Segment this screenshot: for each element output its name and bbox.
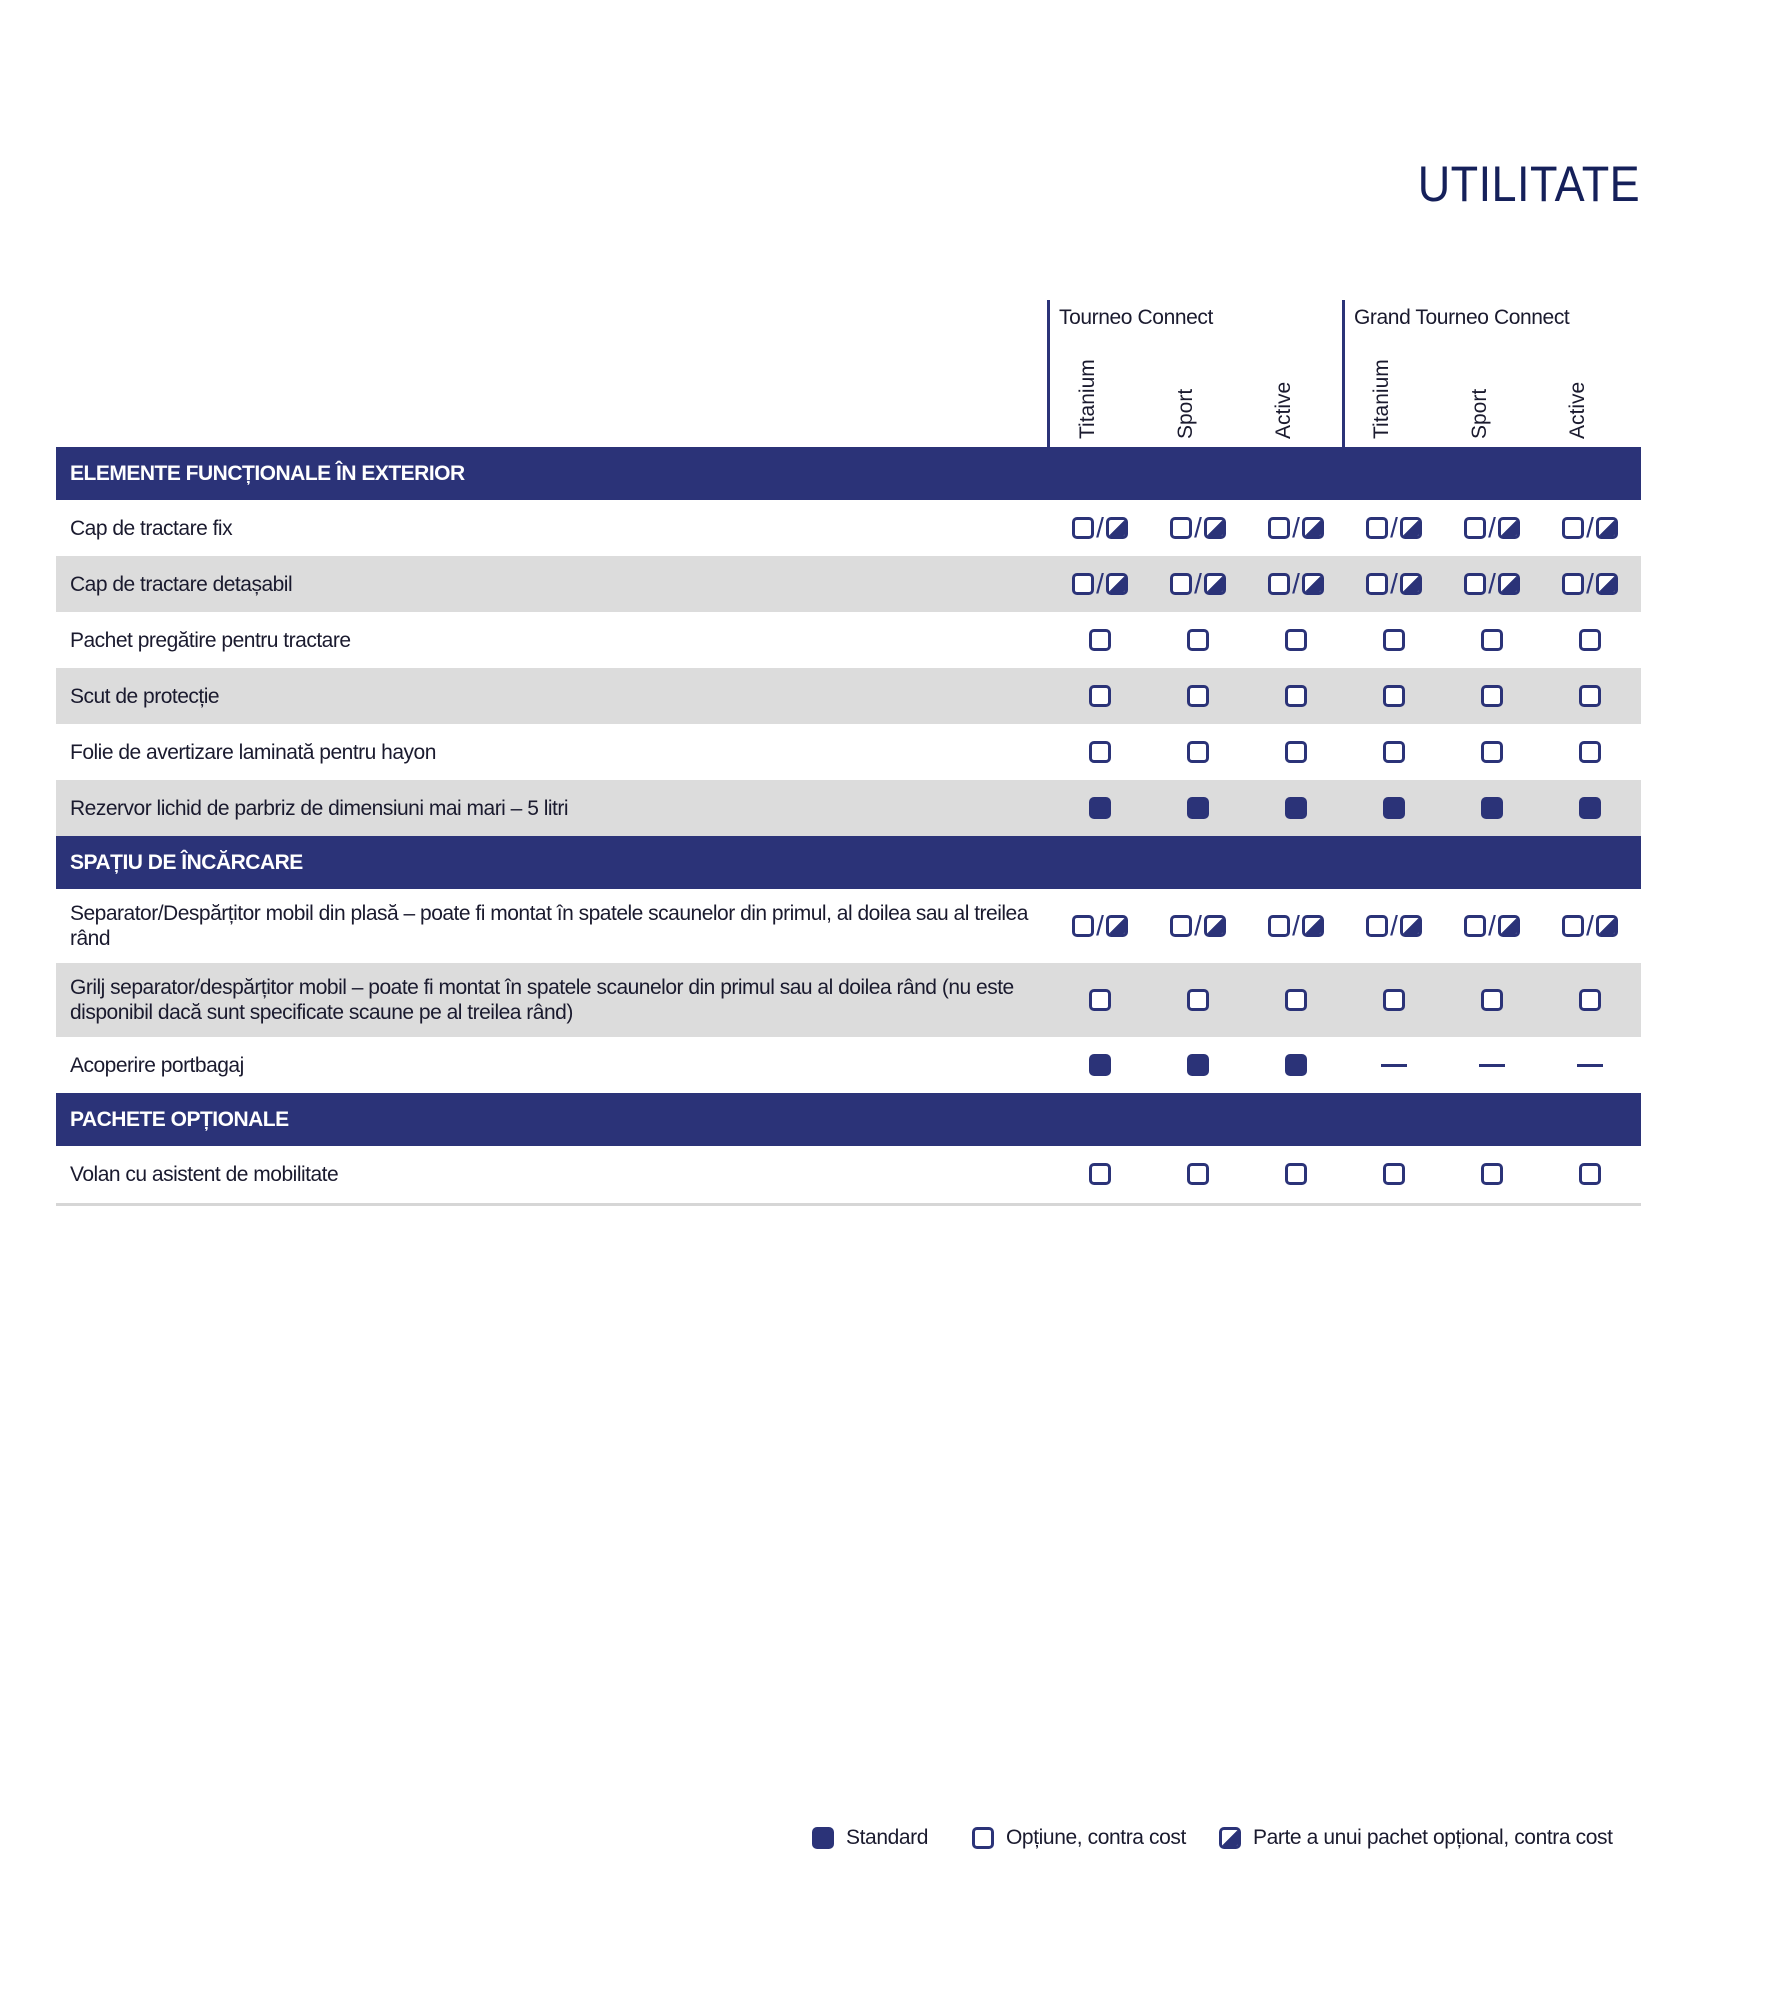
availability-cell [1251, 556, 1341, 612]
option-square-icon [1089, 1163, 1111, 1185]
availability-cell [1251, 724, 1341, 780]
availability-opt [1187, 989, 1209, 1011]
section-title: ELEMENTE FUNCȚIONALE ÎN EXTERIOR [70, 461, 465, 485]
availability-cell [1545, 724, 1635, 780]
option-square-icon [1285, 629, 1307, 651]
option-square-icon [1187, 989, 1209, 1011]
option-square-icon [1268, 915, 1290, 937]
availability-opt-pkg [1562, 910, 1618, 941]
package-square-icon [1498, 517, 1520, 539]
slash-separator-icon: / [1586, 910, 1594, 941]
availability-opt [1383, 1163, 1405, 1185]
legend-package [1219, 1826, 1613, 1850]
availability-cell [1153, 780, 1243, 836]
availability-cell [1349, 724, 1439, 780]
table-bottom-rule [56, 1203, 1641, 1206]
availability-cell [1251, 889, 1341, 963]
availability-cell [1055, 612, 1145, 668]
availability-opt [1383, 741, 1405, 763]
availability-cell [1153, 724, 1243, 780]
availability-opt [1187, 685, 1209, 707]
option-square-icon [1170, 517, 1192, 539]
availability-opt-pkg [1170, 512, 1226, 543]
availability-opt [1285, 1163, 1307, 1185]
trim-header: Active [1566, 381, 1589, 439]
section-title: PACHETE OPȚIONALE [70, 1107, 289, 1131]
row-label: Cap de tractare fix [70, 516, 233, 540]
availability-std [1089, 797, 1111, 819]
slash-separator-icon: / [1292, 568, 1300, 599]
option-square-icon [1579, 989, 1601, 1011]
slash-separator-icon: / [1292, 512, 1300, 543]
availability-cell [1153, 1037, 1243, 1093]
package-square-icon [1106, 517, 1128, 539]
row-label: Grilj separator/despărțitor mobil – poate fi montat în spatele scaunelor din primul sau al doilea rând (nu este disponibil dacă sunt specificate scaune pe al treilea rând) [70, 976, 1014, 1024]
availability-cell [1545, 556, 1635, 612]
availability-cell [1055, 963, 1145, 1037]
availability-opt [1481, 1163, 1503, 1185]
not-available-dash-icon [1479, 1064, 1505, 1067]
availability-opt [1481, 989, 1503, 1011]
availability-std [1187, 797, 1209, 819]
standard-square-icon [1187, 1054, 1209, 1076]
availability-opt-pkg [1072, 512, 1128, 543]
row-label: Rezervor lichid de parbriz de dimensiuni mai mari – 5 litri [70, 796, 569, 820]
availability-cell [1251, 612, 1341, 668]
availability-cell [1055, 889, 1145, 963]
table-row [56, 612, 1641, 668]
option-square-icon [1383, 741, 1405, 763]
availability-opt [1285, 685, 1307, 707]
slash-separator-icon: / [1194, 512, 1202, 543]
standard-square-icon [1089, 1054, 1111, 1076]
availability-std [1089, 1054, 1111, 1076]
option-square-icon [1464, 915, 1486, 937]
availability-opt [1089, 629, 1111, 651]
option-square-icon [1464, 517, 1486, 539]
availability-cell [1055, 668, 1145, 724]
availability-cell [1545, 889, 1635, 963]
option-square-icon [1481, 685, 1503, 707]
option-square-icon [1268, 517, 1290, 539]
availability-cell [1055, 500, 1145, 556]
not-available-dash-icon [1577, 1064, 1603, 1067]
availability-opt-pkg [1072, 568, 1128, 599]
package-square-icon [1106, 915, 1128, 937]
availability-opt-pkg [1464, 512, 1520, 543]
standard-square-icon [1187, 797, 1209, 819]
spec-table [56, 447, 1641, 1202]
availability-cell [1447, 780, 1537, 836]
availability-opt-pkg [1072, 910, 1128, 941]
availability-opt [1383, 989, 1405, 1011]
table-row [56, 889, 1641, 963]
availability-std [1481, 797, 1503, 819]
slash-separator-icon: / [1390, 568, 1398, 599]
row-label: Cap de tractare detașabil [70, 572, 293, 596]
slash-separator-icon: / [1586, 512, 1594, 543]
standard-square-icon [1089, 797, 1111, 819]
option-square-icon [1579, 741, 1601, 763]
availability-cell [1447, 500, 1537, 556]
availability-cell [1447, 668, 1537, 724]
option-square-icon [1562, 915, 1584, 937]
availability-cell [1153, 1146, 1243, 1202]
standard-square-icon [1481, 797, 1503, 819]
trim-header: Sport [1468, 388, 1491, 439]
option-square-icon [1579, 629, 1601, 651]
row-label: Acoperire portbagaj [70, 1053, 244, 1077]
availability-cell [1349, 556, 1439, 612]
option-square-icon [1072, 573, 1094, 595]
availability-opt-pkg [1268, 512, 1324, 543]
package-square-icon [1106, 573, 1128, 595]
availability-opt [1187, 741, 1209, 763]
availability-cell [1055, 724, 1145, 780]
page-title: UTILITATE [1417, 156, 1640, 212]
row-label: Separator/Despărțitor mobil din plasă – poate fi montat în spatele scaunelor din primul, al doilea sau al treilea rând [70, 902, 1028, 950]
availability-cell [1251, 668, 1341, 724]
option-square-icon [1187, 685, 1209, 707]
option-square-icon [1481, 1163, 1503, 1185]
option-square-icon [1089, 629, 1111, 651]
option-square-icon [1562, 573, 1584, 595]
option-square-icon [1383, 685, 1405, 707]
availability-opt [1579, 741, 1601, 763]
availability-cell [1545, 668, 1635, 724]
package-square-icon [1302, 915, 1324, 937]
option-square-icon [1579, 685, 1601, 707]
availability-cell [1545, 780, 1635, 836]
availability-opt [1089, 1163, 1111, 1185]
availability-cell [1055, 780, 1145, 836]
availability-opt-pkg [1562, 568, 1618, 599]
availability-cell [1251, 963, 1341, 1037]
trim-header: Titanium [1370, 359, 1393, 439]
package-square-icon [1498, 915, 1520, 937]
availability-opt [1187, 1163, 1209, 1185]
availability-cell [1349, 780, 1439, 836]
option-square-icon [1366, 517, 1388, 539]
package-square-icon [1400, 573, 1422, 595]
availability-cell [1251, 1146, 1341, 1202]
availability-opt-pkg [1464, 910, 1520, 941]
availability-cell [1153, 612, 1243, 668]
legend-standard [812, 1826, 928, 1850]
option-square-icon [1072, 517, 1094, 539]
slash-separator-icon: / [1096, 512, 1104, 543]
availability-opt [1089, 685, 1111, 707]
not-available-dash-icon [1381, 1064, 1407, 1067]
standard-square-icon [1579, 797, 1601, 819]
option-square-icon [1089, 989, 1111, 1011]
availability-cell [1349, 1037, 1439, 1093]
option-square-icon [1579, 1163, 1601, 1185]
availability-cell [1153, 668, 1243, 724]
table-row [56, 668, 1641, 724]
slash-separator-icon: / [1096, 910, 1104, 941]
legend-standard-label: Standard [846, 1826, 929, 1849]
slash-separator-icon: / [1586, 568, 1594, 599]
table-row [56, 724, 1641, 780]
legend-option-label: Opțiune, contra cost [1006, 1826, 1186, 1849]
availability-cell [1545, 500, 1635, 556]
availability-opt-pkg [1170, 910, 1226, 941]
availability-cell [1251, 500, 1341, 556]
table-row [56, 1146, 1641, 1202]
table-row [56, 780, 1641, 836]
group-label-grand-tourneo-connect: Grand Tourneo Connect [1354, 306, 1570, 329]
group-divider-grand-tourneo-connect [1342, 300, 1345, 448]
availability-opt [1383, 685, 1405, 707]
option-square-icon [1464, 573, 1486, 595]
availability-opt [1285, 989, 1307, 1011]
section-header [56, 447, 1641, 500]
availability-opt-pkg [1366, 568, 1422, 599]
availability-opt-pkg [1464, 568, 1520, 599]
availability-cell [1447, 556, 1537, 612]
package-square-icon [1596, 517, 1618, 539]
package-square-icon [1400, 915, 1422, 937]
availability-cell [1545, 612, 1635, 668]
standard-square-icon [1285, 797, 1307, 819]
option-square-icon [1383, 629, 1405, 651]
standard-square-icon [812, 1827, 834, 1849]
trim-header: Active [1272, 381, 1295, 439]
section-title: SPAȚIU DE ÎNCĂRCARE [70, 850, 303, 874]
option-square-icon [1285, 989, 1307, 1011]
trim-header: Sport [1174, 388, 1197, 439]
section-header [56, 836, 1641, 889]
package-square-icon [1400, 517, 1422, 539]
table-row [56, 500, 1641, 556]
slash-separator-icon: / [1390, 910, 1398, 941]
availability-opt-pkg [1562, 512, 1618, 543]
availability-opt [1481, 741, 1503, 763]
availability-opt [1481, 629, 1503, 651]
availability-opt-pkg [1268, 568, 1324, 599]
option-square-icon [1072, 915, 1094, 937]
option-square-icon [1383, 1163, 1405, 1185]
availability-cell [1447, 963, 1537, 1037]
slash-separator-icon: / [1096, 568, 1104, 599]
package-square-icon [1204, 573, 1226, 595]
package-square-icon [1219, 1827, 1241, 1849]
availability-opt-pkg [1366, 512, 1422, 543]
slash-separator-icon: / [1488, 910, 1496, 941]
option-square-icon [1481, 989, 1503, 1011]
availability-std [1383, 797, 1405, 819]
option-square-icon [1187, 629, 1209, 651]
availability-opt [1579, 989, 1601, 1011]
option-square-icon [1481, 741, 1503, 763]
availability-cell [1447, 724, 1537, 780]
availability-cell [1545, 1146, 1635, 1202]
package-square-icon [1596, 573, 1618, 595]
option-square-icon [1366, 573, 1388, 595]
row-label: Pachet pregătire pentru tractare [70, 628, 351, 652]
table-row [56, 556, 1641, 612]
package-square-icon [1498, 573, 1520, 595]
availability-std [1285, 1054, 1307, 1076]
package-square-icon [1204, 517, 1226, 539]
availability-cell [1153, 963, 1243, 1037]
availability-cell [1447, 1146, 1537, 1202]
legend-package-label: Parte a unui pachet opțional, contra cost [1253, 1826, 1613, 1849]
availability-opt-pkg [1268, 910, 1324, 941]
availability-cell [1349, 889, 1439, 963]
option-square-icon [1562, 517, 1584, 539]
availability-cell [1349, 963, 1439, 1037]
package-square-icon [1302, 517, 1324, 539]
standard-square-icon [1285, 1054, 1307, 1076]
availability-opt [1579, 1163, 1601, 1185]
slash-separator-icon: / [1194, 910, 1202, 941]
availability-opt [1089, 741, 1111, 763]
slash-separator-icon: / [1390, 512, 1398, 543]
row-label: Volan cu asistent de mobilitate [70, 1162, 339, 1186]
availability-cell [1349, 668, 1439, 724]
availability-opt-pkg [1170, 568, 1226, 599]
standard-square-icon [1383, 797, 1405, 819]
option-square-icon [1366, 915, 1388, 937]
package-square-icon [1302, 573, 1324, 595]
section-header [56, 1093, 1641, 1146]
option-square-icon [1089, 741, 1111, 763]
trim-header: Titanium [1076, 359, 1099, 439]
option-square-icon [1089, 685, 1111, 707]
option-square-icon [1187, 741, 1209, 763]
availability-cell [1153, 500, 1243, 556]
availability-none [1479, 1064, 1505, 1067]
availability-cell [1447, 889, 1537, 963]
table-row [56, 963, 1641, 1037]
package-square-icon [1204, 915, 1226, 937]
group-divider-tourneo-connect [1047, 300, 1050, 448]
availability-opt [1383, 629, 1405, 651]
availability-std [1187, 1054, 1209, 1076]
option-square-icon [1170, 573, 1192, 595]
availability-opt [1579, 629, 1601, 651]
slash-separator-icon: / [1292, 910, 1300, 941]
availability-opt [1579, 685, 1601, 707]
availability-opt [1187, 629, 1209, 651]
availability-opt [1285, 741, 1307, 763]
availability-cell [1153, 889, 1243, 963]
table-row [56, 1037, 1641, 1093]
availability-std [1285, 797, 1307, 819]
availability-none [1577, 1064, 1603, 1067]
availability-none [1381, 1064, 1407, 1067]
slash-separator-icon: / [1194, 568, 1202, 599]
availability-opt [1089, 989, 1111, 1011]
availability-cell [1349, 1146, 1439, 1202]
option-square-icon [1383, 989, 1405, 1011]
availability-opt [1285, 629, 1307, 651]
option-square-icon [1170, 915, 1192, 937]
option-square-icon [1268, 573, 1290, 595]
option-square-icon [1285, 741, 1307, 763]
slash-separator-icon: / [1488, 568, 1496, 599]
slash-separator-icon: / [1488, 512, 1496, 543]
availability-cell [1349, 500, 1439, 556]
option-square-icon [1481, 629, 1503, 651]
option-square-icon [972, 1827, 994, 1849]
availability-std [1579, 797, 1601, 819]
availability-cell [1545, 963, 1635, 1037]
availability-opt [1481, 685, 1503, 707]
availability-cell [1055, 556, 1145, 612]
availability-cell [1251, 1037, 1341, 1093]
row-label: Scut de protecție [70, 684, 220, 708]
availability-cell [1447, 1037, 1537, 1093]
package-square-icon [1596, 915, 1618, 937]
availability-cell [1349, 612, 1439, 668]
availability-cell [1055, 1146, 1145, 1202]
option-square-icon [1187, 1163, 1209, 1185]
group-label-tourneo-connect: Tourneo Connect [1059, 306, 1213, 329]
availability-opt-pkg [1366, 910, 1422, 941]
option-square-icon [1285, 685, 1307, 707]
legend-option [972, 1826, 1186, 1850]
availability-cell [1055, 1037, 1145, 1093]
row-label: Folie de avertizare laminată pentru hayon [70, 740, 436, 764]
availability-cell [1545, 1037, 1635, 1093]
availability-cell [1447, 612, 1537, 668]
availability-cell [1251, 780, 1341, 836]
option-square-icon [1285, 1163, 1307, 1185]
availability-cell [1153, 556, 1243, 612]
